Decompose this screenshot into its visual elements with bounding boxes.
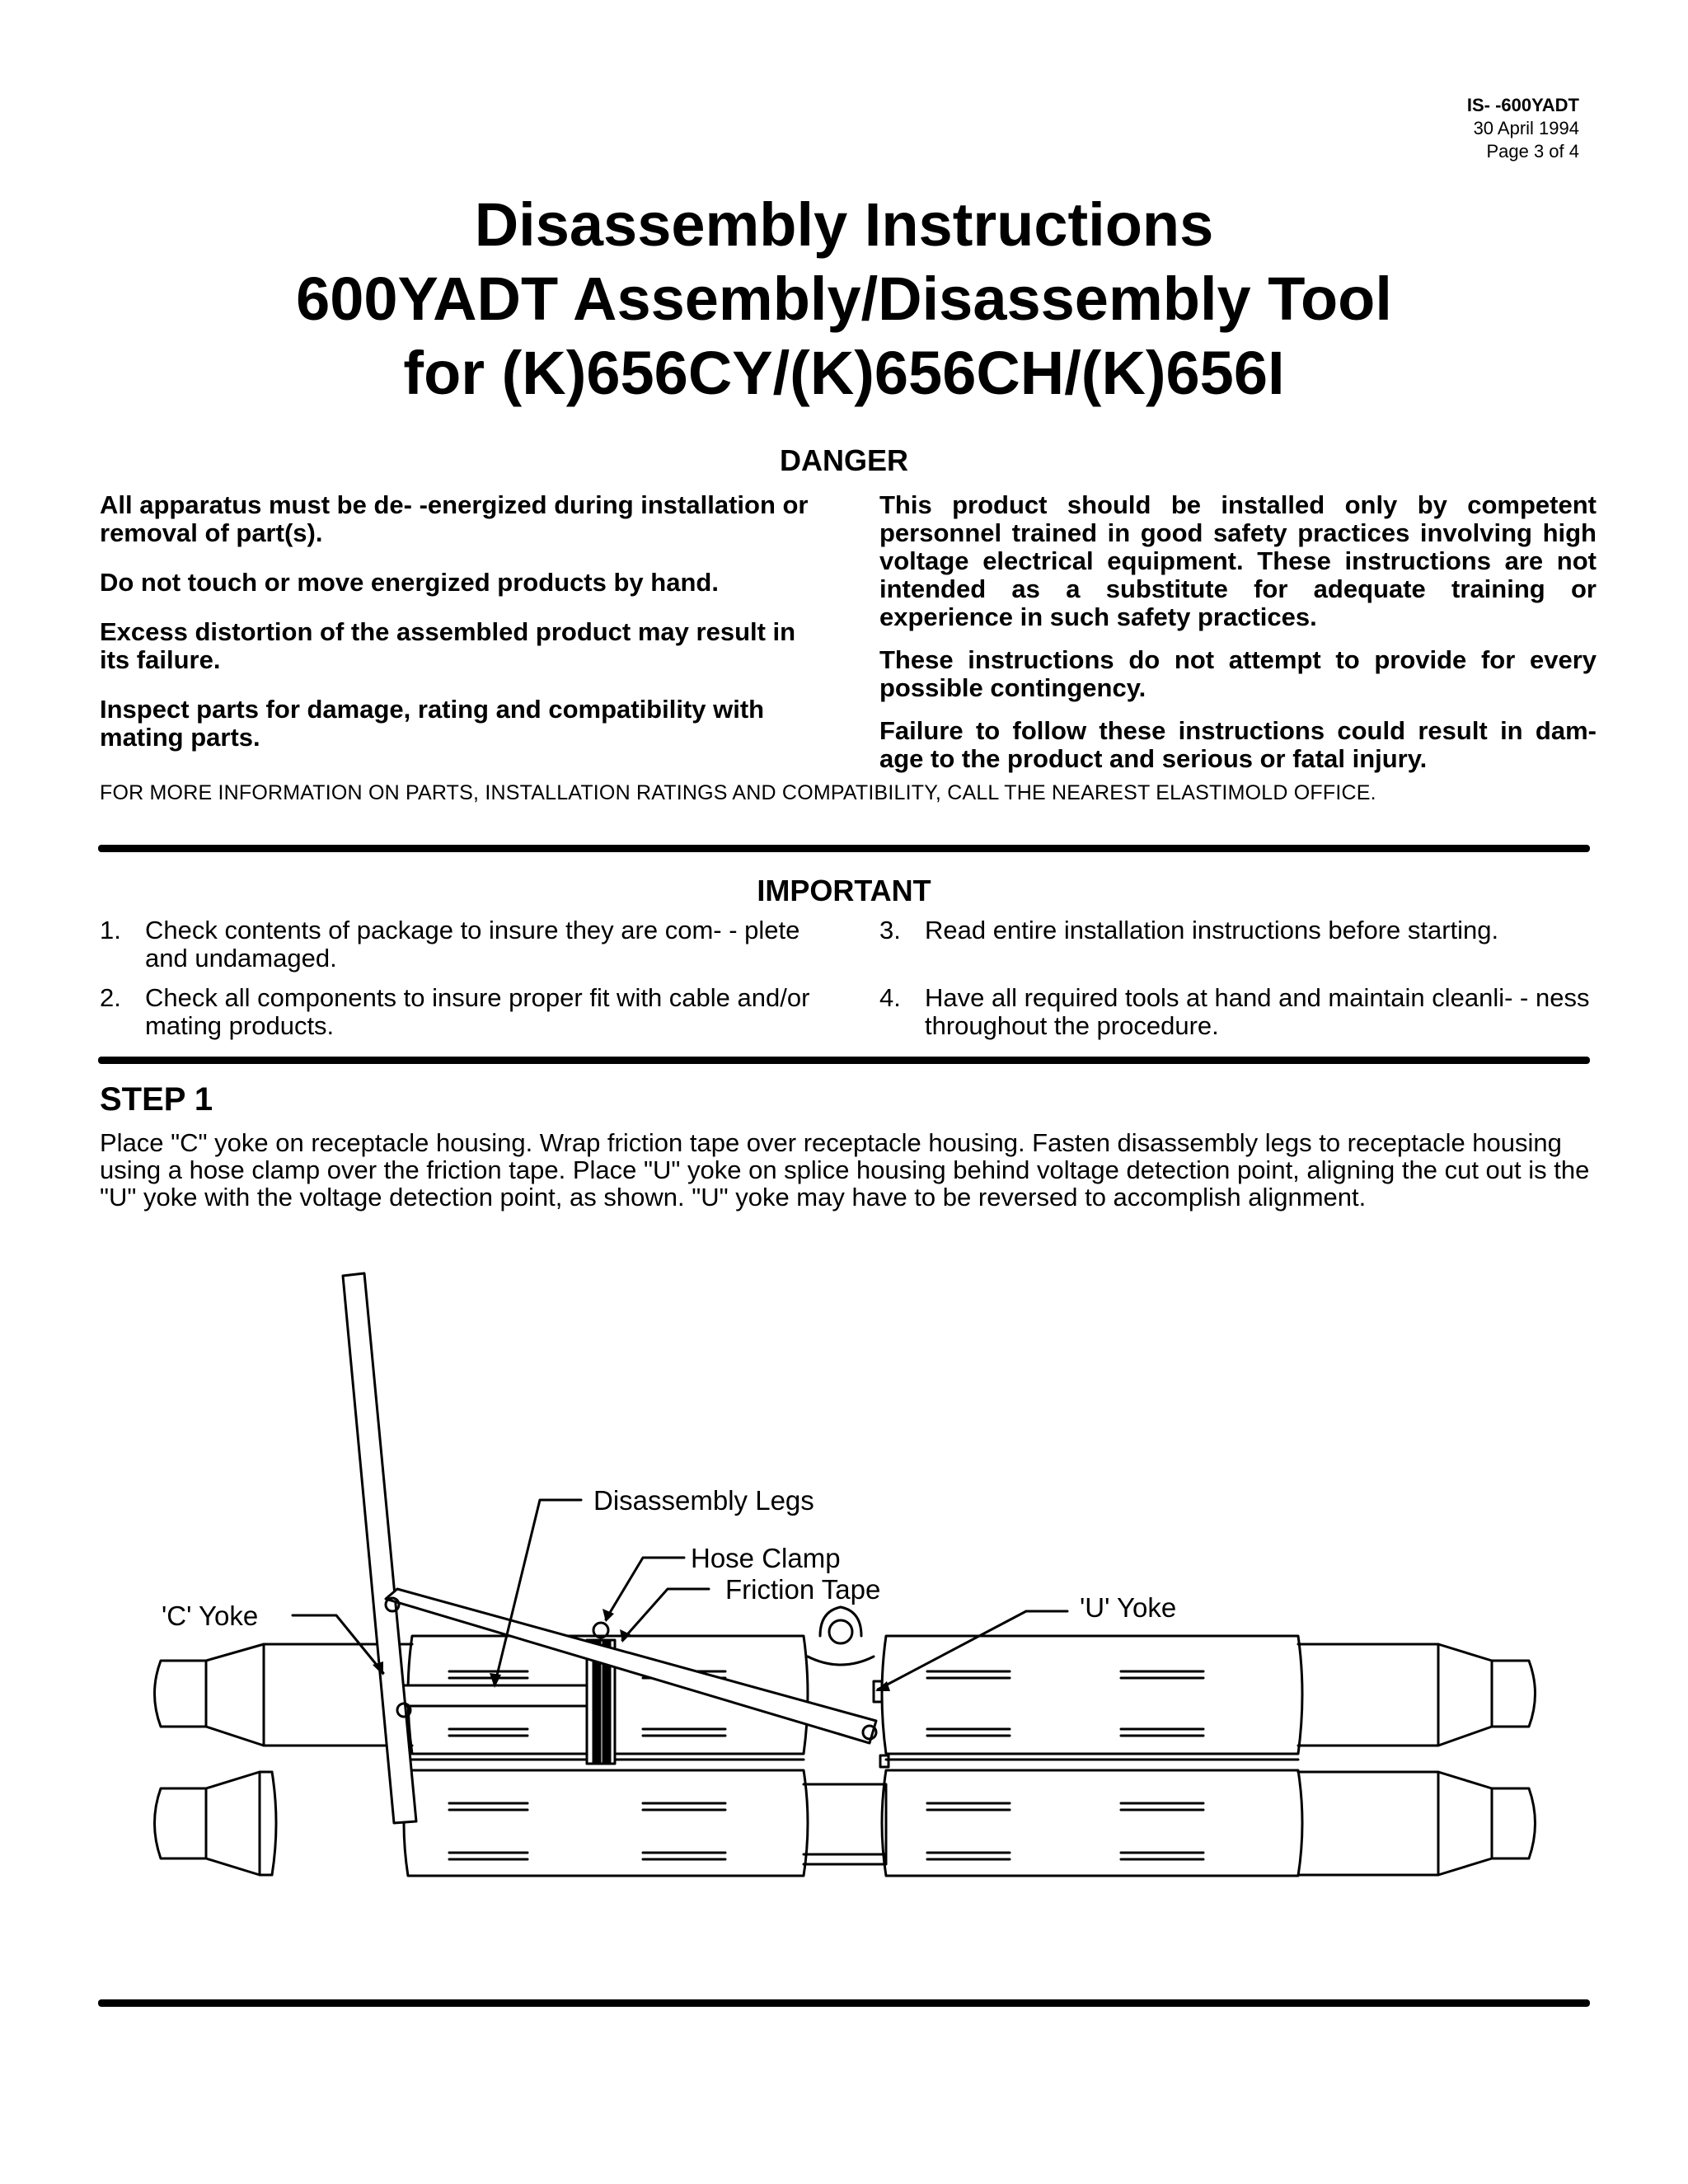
label-disassembly-legs: Disassembly Legs: [593, 1485, 814, 1516]
title-line-2: 600YADT Assembly/Disassembly Tool: [296, 265, 1392, 333]
u-yoke: [874, 1681, 882, 1702]
danger-statement: This product should be installed only by competent personnel trained in good safety practices involving high voltage electrical equipment. These instructions are not intended as a substitute for adequate training or experience in such safety practices.: [879, 490, 1597, 631]
danger-heading: DANGER: [779, 443, 908, 477]
divider-rule: [98, 1057, 1590, 1064]
danger-statement: These instructions do not attempt to provide for every possible contingency.: [879, 645, 1597, 702]
danger-statement: Do not touch or move energized products by hand.: [100, 568, 719, 597]
divider-rule: [98, 845, 1590, 852]
document-code: IS- -600YADT: [1466, 95, 1579, 115]
list-item-number: 3.: [879, 916, 901, 944]
list-item: [100, 916, 825, 972]
danger-statement: Inspect parts for damage, rating and compatibility with mating parts.: [100, 695, 765, 752]
list-item-number: 1.: [100, 916, 121, 944]
title-line-1: Disassembly Instructions: [474, 190, 1214, 259]
document-date: 30 April 1994: [1473, 118, 1579, 138]
assembly-diagram: [0, 1236, 1688, 2019]
disassembly-leg-vertical: [343, 1273, 416, 1823]
c-yoke: [387, 1685, 589, 1706]
important-list-right: [879, 916, 1597, 1052]
top-receptacle-assembly: [155, 1607, 1536, 1767]
danger-left-column: [100, 491, 825, 766]
danger-statement: All apparatus must be de- -energized during installation or removal of part(s).: [100, 490, 809, 547]
list-item: [879, 984, 1597, 1040]
list-item: [100, 984, 825, 1040]
title-line-3: for (K)656CY/(K)656CH/(K)656I: [403, 339, 1285, 407]
page-number: Page 3 of 4: [1486, 141, 1579, 162]
bottom-splice-assembly: [155, 1760, 1536, 1876]
page-title: [0, 188, 1688, 410]
important-heading: IMPORTANT: [757, 874, 931, 907]
list-item-text: Have all required tools at hand and maintain cleanli- - ness throughout the procedure.: [925, 983, 1590, 1040]
danger-statement: Excess distortion of the assembled product may result in its failure.: [100, 617, 796, 674]
list-item-number: 4.: [879, 983, 901, 1012]
step-instructions: Place "C" yoke on receptacle housing. Wrap friction tape over receptacle housing. Fasten disassembly legs to receptacle housing using a hose clamp over the friction tape. Place "U" yoke on splice housing behind voltage detection point, aligning the cut out is the "U" yoke with the voltage detection point, as shown. "U" yoke may have to be reversed to accomplish alignment.: [100, 1128, 1590, 1212]
divider-rule: [98, 1999, 1590, 2007]
step-title: STEP 1: [100, 1081, 213, 1118]
list-item-text: Check contents of package to insure they are com- - plete and undamaged.: [145, 916, 800, 972]
label-c-yoke: 'C' Yoke: [162, 1601, 259, 1631]
list-item-text: Check all components to insure proper fit with cable and/or mating products.: [145, 983, 810, 1040]
list-item-number: 2.: [100, 983, 121, 1012]
info-notice: FOR MORE INFORMATION ON PARTS, INSTALLATION RATINGS AND COMPATIBILITY, CALL THE NEAREST ELASTIMOLD OFFICE.: [100, 781, 1376, 804]
list-item: [879, 916, 1597, 944]
danger-right-column: [879, 491, 1597, 788]
disassembly-leg-diagonal: [386, 1589, 876, 1743]
danger-statement: Failure to follow these instructions could result in dam- age to the product and serious or fatal injury.: [879, 716, 1597, 773]
document-id-block: [1467, 94, 1579, 163]
label-u-yoke: 'U' Yoke: [1080, 1592, 1177, 1623]
label-friction-tape: Friction Tape: [725, 1574, 881, 1605]
label-hose-clamp: Hose Clamp: [691, 1543, 841, 1573]
important-list-left: [100, 916, 825, 1052]
list-item-text: Read entire installation instructions before starting.: [925, 916, 1499, 944]
